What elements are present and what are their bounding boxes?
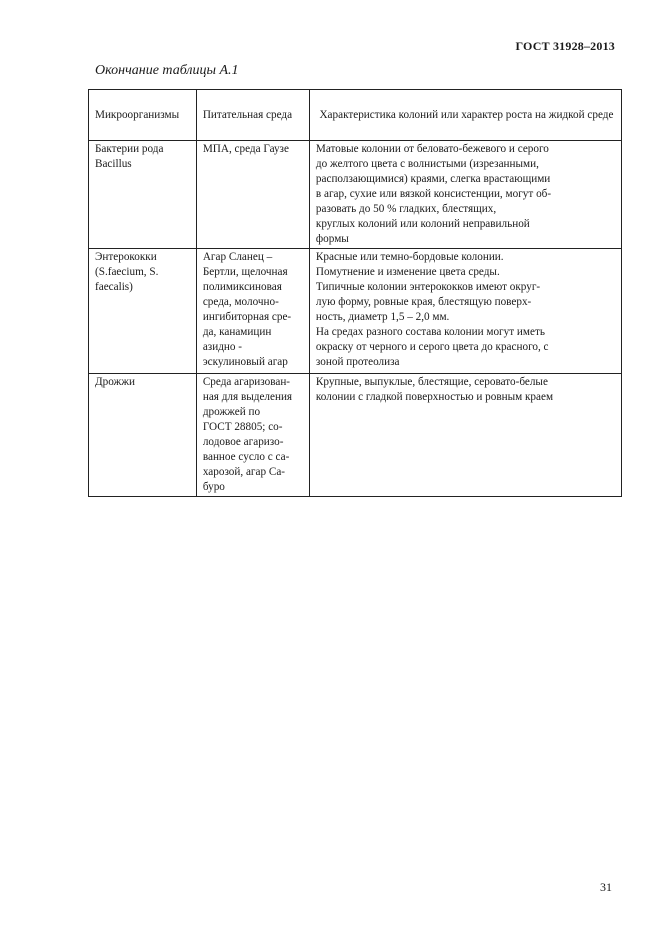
page-number: 31 bbox=[600, 880, 612, 894]
cell-text-line: среда, молочно- bbox=[202, 296, 279, 308]
cell-text-line: МПА, среда Гаузе bbox=[202, 143, 289, 155]
cell-text-line: ванное сусло с са- bbox=[202, 451, 290, 463]
column-header-characteristics: Характеристика колоний или характер роста на жидкой среде bbox=[309, 90, 621, 141]
cell-text-line: колонии с гладкой поверхностью и ровным краем bbox=[315, 391, 554, 403]
cell-text-line: разовать до 50 % гладких, блестящих, bbox=[315, 203, 497, 215]
cell-text-line: лую форму, ровные края, блестящую поверх- bbox=[315, 296, 532, 308]
cell-text-line: Типичные колонии энтерококков имеют округ- bbox=[315, 281, 541, 293]
description-cell bbox=[309, 141, 621, 249]
table-row bbox=[89, 374, 622, 497]
cell-text-line: лодовое агаризо- bbox=[202, 436, 284, 448]
cell-text-line: ная для выделения bbox=[202, 391, 293, 403]
cell-text-line: Матовые колонии от беловато-бежевого и серого bbox=[315, 143, 549, 155]
cell-text-line: Среда агаризован- bbox=[202, 376, 291, 388]
microorganisms-table bbox=[88, 89, 622, 497]
cell-text-line: ность, диаметр 1,5 – 2,0 мм. bbox=[315, 311, 450, 323]
cell-text-line: Дрожжи bbox=[95, 376, 135, 388]
cell-text-line: (S.faecium, S. bbox=[95, 266, 159, 278]
cell-text-line: эскулиновый агар bbox=[202, 356, 288, 368]
cell-text-line: формы bbox=[315, 233, 349, 245]
organism-cell bbox=[89, 374, 197, 497]
cell-text-line: faecalis) bbox=[95, 281, 133, 293]
cell-text-line: ГОСТ 28805; со- bbox=[202, 421, 283, 433]
cell-text-line: да, канамицин bbox=[202, 326, 272, 338]
cell-text-line: зоной протеолиза bbox=[315, 356, 400, 368]
cell-text-line: Bacillus bbox=[95, 158, 132, 170]
medium-cell bbox=[196, 374, 309, 497]
standard-header: ГОСТ 31928–2013 bbox=[515, 39, 615, 53]
cell-text-line: Энтерококки bbox=[95, 251, 157, 263]
cell-text-line: буро bbox=[202, 481, 225, 493]
column-header-medium: Питательная среда bbox=[196, 90, 309, 141]
column-header-microorganisms: Микроорганизмы bbox=[89, 90, 197, 141]
cell-text-line: азидно - bbox=[202, 341, 243, 353]
cell-text-line: Красные или темно-бордовые колонии. bbox=[315, 251, 504, 263]
cell-text-line: расползающимися) краями, слегка врастающими bbox=[315, 173, 551, 185]
medium-cell bbox=[196, 249, 309, 374]
cell-text-line: Агар Сланец – bbox=[202, 251, 273, 263]
cell-text-line: до желтого цвета с волнистыми (изрезанными, bbox=[315, 158, 539, 170]
cell-text-line: харозой, агар Са- bbox=[202, 466, 286, 478]
cell-text-line: круглых колоний или колоний неправильной bbox=[315, 218, 530, 230]
description-cell bbox=[309, 374, 621, 497]
cell-text-line: в агар, сухие или вязкой консистенции, могут об- bbox=[315, 188, 552, 200]
cell-text-line: Помутнение и изменение цвета среды. bbox=[315, 266, 500, 278]
cell-text-line: дрожжей по bbox=[202, 406, 261, 418]
cell-text-line: окраску от черного и серого цвета до красного, с bbox=[315, 341, 549, 353]
cell-text-line: Бертли, щелочная bbox=[202, 266, 288, 278]
description-cell bbox=[309, 249, 621, 374]
organism-cell bbox=[89, 141, 197, 249]
table-header-row bbox=[89, 90, 622, 141]
cell-text-line: полимиксиновая bbox=[202, 281, 282, 293]
table-row bbox=[89, 249, 622, 374]
table-row bbox=[89, 141, 622, 249]
organism-cell bbox=[89, 249, 197, 374]
cell-text-line: Крупные, выпуклые, блестящие, серовато-белые bbox=[315, 376, 548, 388]
medium-cell bbox=[196, 141, 309, 249]
cell-text-line: Бактерии рода bbox=[95, 143, 164, 155]
cell-text-line: ингибиторная сре- bbox=[202, 311, 292, 323]
table-caption: Окончание таблицы А.1 bbox=[95, 63, 239, 78]
cell-text-line: На средах разного состава колонии могут иметь bbox=[315, 326, 545, 338]
